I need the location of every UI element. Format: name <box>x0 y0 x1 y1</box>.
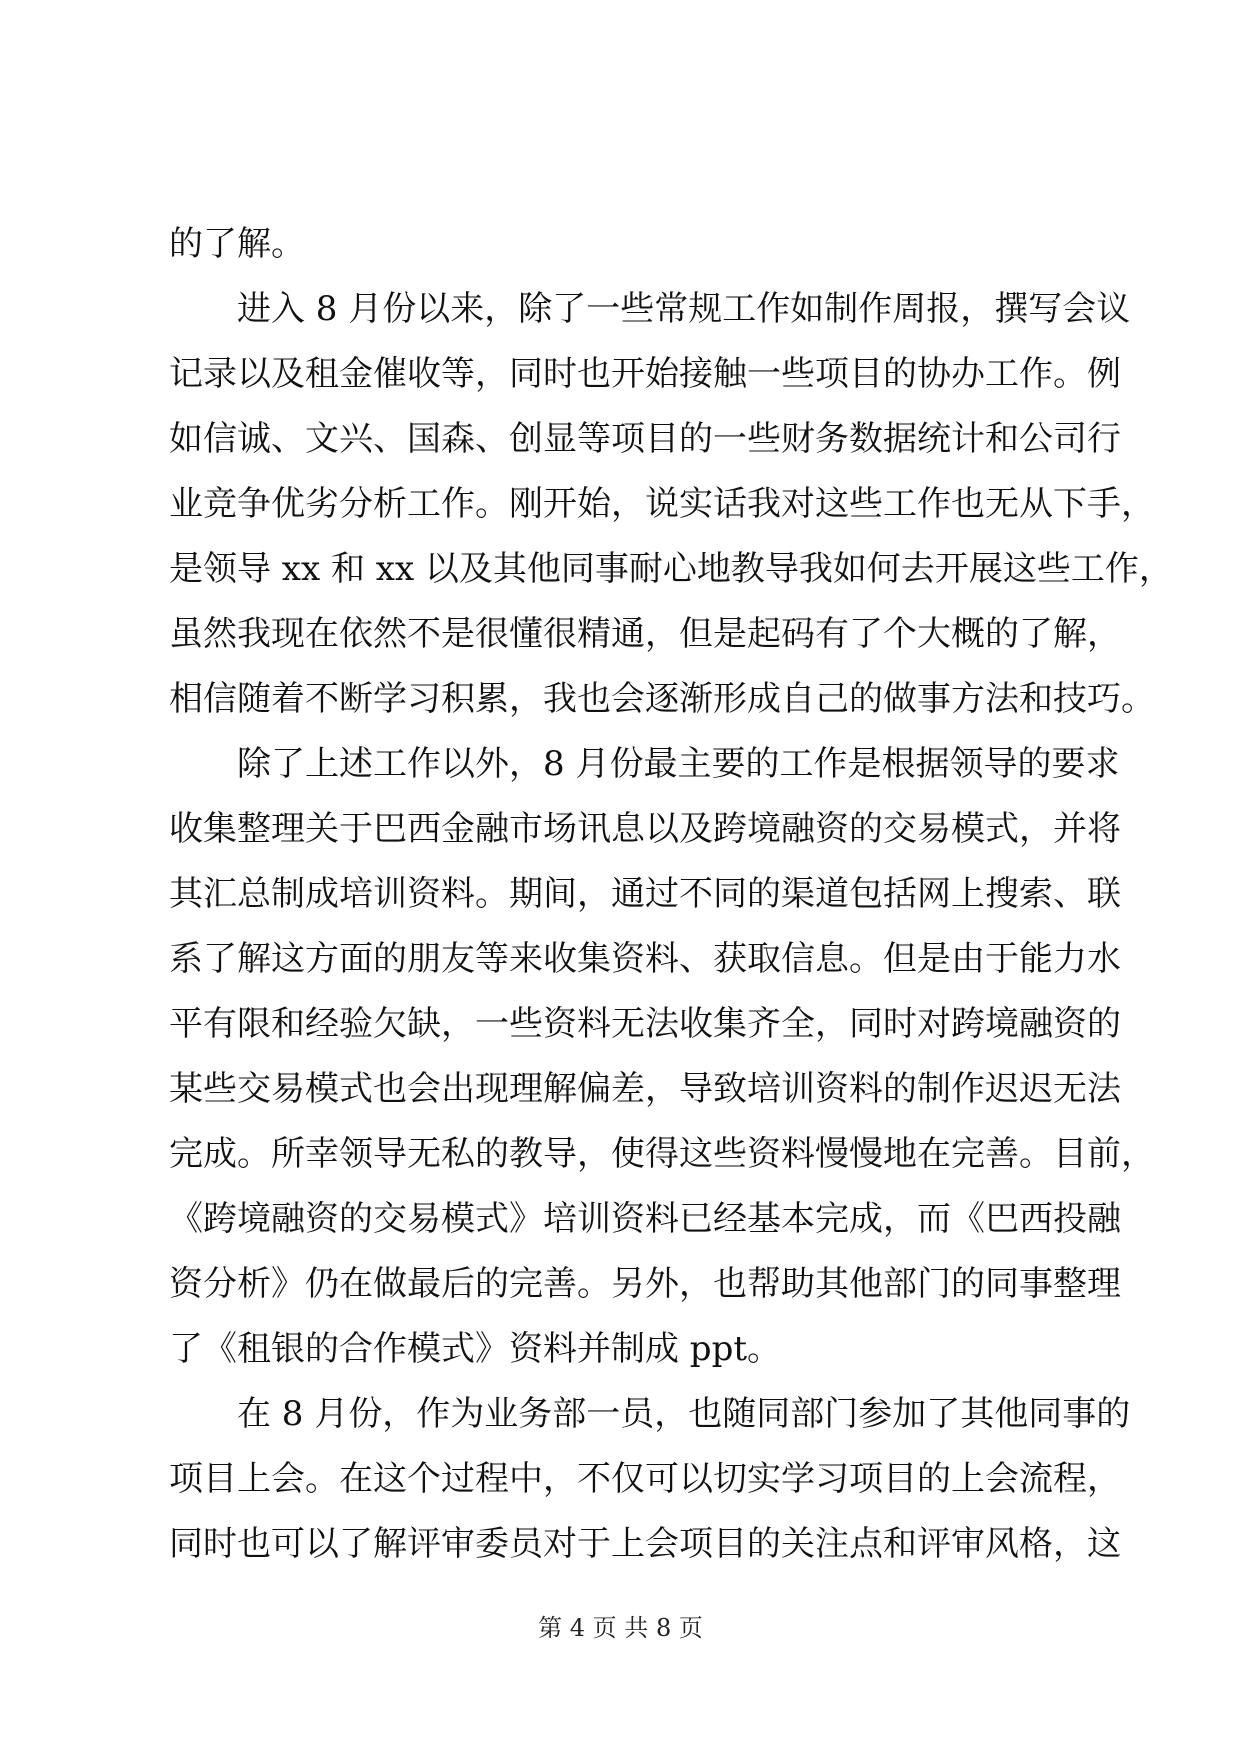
paragraph-3-line-3: 其汇总制成培训资料。期间，通过不同的渠道包括网上搜索、联 <box>169 874 1121 914</box>
paragraph-4-line-1: 在 8 月份，作为业务部一员，也随同部门参加了其他同事的 <box>237 1394 1131 1434</box>
paragraph-3-line-7: 完成。所幸领导无私的教导，使得这些资料慢慢地在完善。目前， <box>169 1134 1155 1174</box>
paragraph-3-line-8: 《跨境融资的交易模式》培训资料已经基本完成，而《巴西投融 <box>169 1199 1121 1239</box>
paragraph-3-line-9: 资分析》仍在做最后的完善。另外，也帮助其他部门的同事整理 <box>169 1264 1121 1304</box>
paragraph-2-line-5: 是领导 xx 和 xx 以及其他同事耐心地教导我如何去开展这些工作， <box>169 549 1173 589</box>
paragraph-2-line-2: 记录以及租金催收等，同时也开始接触一些项目的协办工作。例 <box>169 354 1121 394</box>
paragraph-3-line-5: 平有限和经验欠缺，一些资料无法收集齐全，同时对跨境融资的 <box>169 1004 1121 1044</box>
paragraph-4-line-3: 同时也可以了解评审委员对于上会项目的关注点和评审风格，这 <box>169 1524 1121 1564</box>
page-number-footer: 第 4 页 共 8 页 <box>538 1614 703 1642</box>
paragraph-3-line-2: 收集整理关于巴西金融市场讯息以及跨境融资的交易模式，并将 <box>169 809 1121 849</box>
paragraph-3-line-4: 系了解这方面的朋友等来收集资料、获取信息。但是由于能力水 <box>169 939 1121 979</box>
paragraph-2-line-4: 业竞争优劣分析工作。刚开始，说实话我对这些工作也无从下手， <box>169 484 1155 524</box>
paragraph-4-line-2: 项目上会。在这个过程中，不仅可以切实学习项目的上会流程， <box>169 1459 1121 1499</box>
paragraph-1-line-1: 的了解。 <box>169 224 305 264</box>
paragraph-2-line-3: 如信诚、文兴、国森、创显等项目的一些财务数据统计和公司行 <box>169 419 1121 459</box>
paragraph-3-line-10: 了《租银的合作模式》资料并制成 ppt。 <box>169 1329 781 1369</box>
paragraph-2-line-7: 相信随着不断学习积累，我也会逐渐形成自己的做事方法和技巧。 <box>169 679 1155 719</box>
body-text <box>169 212 1173 1577</box>
paragraph-2-line-6: 虽然我现在依然不是很懂很精通，但是起码有了个大概的了解， <box>169 614 1121 654</box>
paragraph-3-line-6: 某些交易模式也会出现理解偏差，导致培训资料的制作迟迟无法 <box>169 1069 1121 1109</box>
paragraph-3-line-1: 除了上述工作以外，8 月份最主要的工作是根据领导的要求 <box>237 744 1120 784</box>
paragraph-2-line-1: 进入 8 月份以来，除了一些常规工作如制作周报，撰写会议 <box>237 289 1131 329</box>
